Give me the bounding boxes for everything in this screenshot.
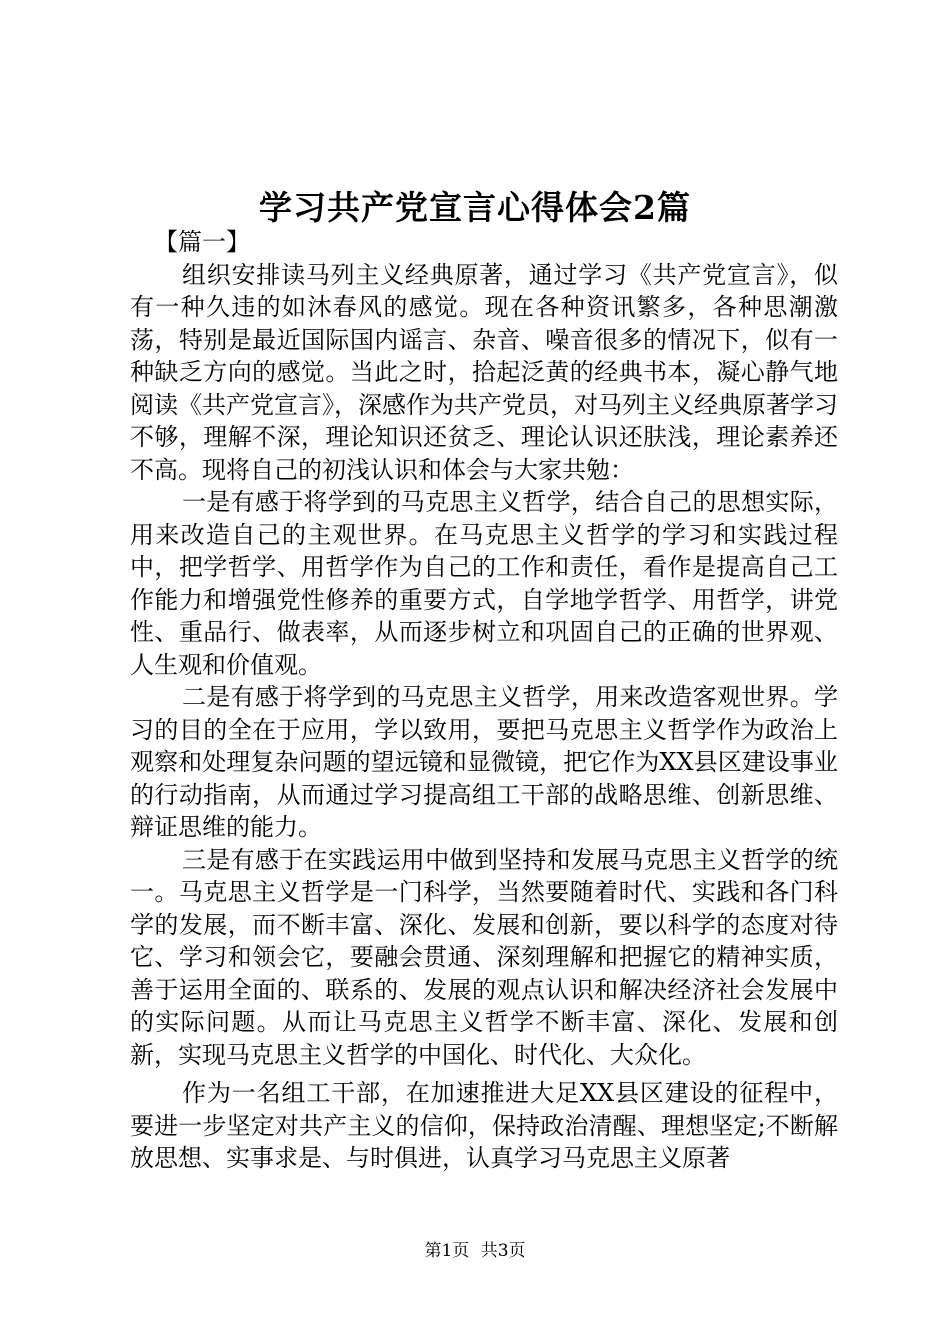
paragraph-point-three: 三是有感于在实践运用中做到坚持和发展马克思主义哲学的统一。马克思主义哲学是一门科学，当然要随着时代、实践和各门科学的发展，而不断丰富、深化、发展和创新，要以科学的态度对待它、学习和领会它，要融会贯通、深刻理解和把握它的精神实质，善于运用全面的、联系的、发展的观点认识和解决经济社会发展中的实际问题。从而让马克思主义哲学不断丰富、深化、发展和创新，实现马克思主义哲学的中国化、时代化、大众化。 — [130, 845, 838, 1069]
paragraph-point-two: 二是有感于将学到的马克思主义哲学，用来改造客观世界。学习的目的全在于应用，学以致用，要把马克思主义哲学作为政治上观察和处理复杂问题的望远镜和显微镜，把它作为XX县区建设事业的行动指南，从而通过学习提高组工干部的战略思维、创新思维、辩证思维的能力。 — [130, 683, 838, 841]
section-heading: 【篇一】 — [154, 228, 250, 256]
page-footer — [0, 1239, 950, 1263]
paragraph-intro: 组织安排读马列主义经典原著，通过学习《共产党宣言》，似有一种久违的如沐春风的感觉。现在各种资讯繁多，各种思潮激荡，特别是最近国际国内谣言、杂音、噪音很多的情况下，似有一种缺乏方向的感觉。当此之时，拾起泛黄的经典书本，凝心静气地阅读《共产党宣言》，深感作为共产党员，对马列主义经典原著学习不够，理解不深，理论知识还贫乏、理论认识还肤浅，理论素养还不高。现将自己的初浅认识和体会与大家共勉： — [130, 260, 838, 484]
page-number-total: 共3页 — [480, 1241, 526, 1261]
paragraph-conclusion: 作为一名组工干部，在加速推进大足XX县区建设的征程中，要进一步坚定对共产主义的信仰，保持政治清醒、理想坚定;不断解放思想、实事求是、与时俱进，认真学习马克思主义原著 — [130, 1079, 838, 1172]
page-number-current: 第1页 — [424, 1241, 470, 1261]
paragraph-point-one: 一是有感于将学到的马克思主义哲学，结合自己的思想实际，用来改造自己的主观世界。在马克思主义哲学的学习和实践过程中，把学哲学、用哲学作为自己的工作和责任，看作是提高自己工作能力和增强党性修养的重要方式，自学地学哲学、用哲学，讲党性、重品行、做表率，从而逐步树立和巩固自己的正确的世界观、人生观和价值观。 — [130, 488, 838, 679]
document-body — [130, 226, 838, 1175]
document-title: 学习共产党宣言心得体会2篇 — [259, 188, 691, 227]
